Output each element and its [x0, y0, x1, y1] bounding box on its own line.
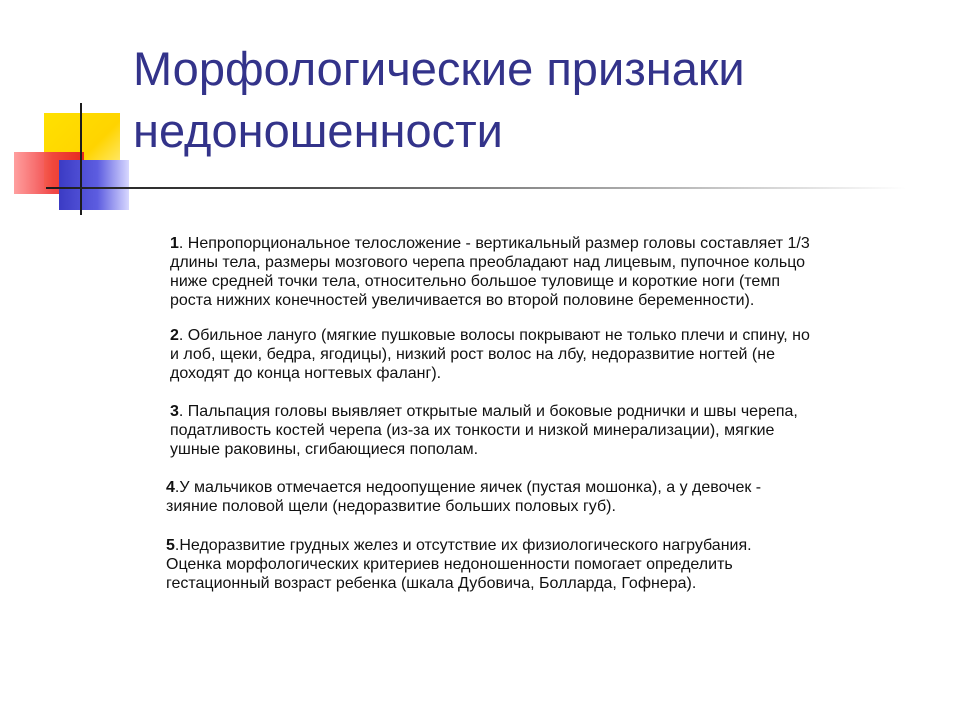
list-item-4: [166, 478, 936, 516]
list-item-text-line: длины тела, размеры мозгового черепа преобладают над лицевым, пупочное кольцо: [170, 254, 806, 271]
list-item-text-line: роста нижних конечностей увеличивается во второй половине беременности).: [170, 292, 755, 309]
slide-title-line-2: недоношенности: [133, 104, 503, 157]
list-item-text-line: податливость костей черепа (из-за их тонкости и низкой минерализации), мягкие: [170, 422, 775, 439]
list-item-separator: .: [174, 537, 180, 554]
list-item-5: [166, 536, 936, 593]
list-item-text-line: У мальчиков отмечается недоопущение яичек (пустая мошонка), а у девочек -: [179, 479, 762, 496]
list-item-text-line: Пальпация головы выявляет открытые малый и боковые роднички и швы черепа,: [187, 403, 798, 420]
list-item-number: 1: [170, 235, 179, 252]
list-item-number: 5: [166, 537, 175, 554]
list-item-3: [170, 402, 940, 459]
list-item-text-line: Оценка морфологических критериев недоношенности помогает определить: [166, 556, 733, 573]
list-item-text-line: ушные раковины, сгибающиеся пополам.: [170, 441, 479, 458]
list-item-text-line: Недоразвитие грудных желез и отсутствие их физиологического нагрубания.: [179, 537, 752, 554]
list-item-number: 3: [170, 403, 179, 420]
list-item-text-line: ниже средней точки тела, относительно большое туловище и короткие ноги (темп: [170, 273, 780, 290]
list-item-text-line: и лоб, щеки, бедра, ягодицы), низкий рост волос на лбу, недоразвитие ногтей (не: [170, 346, 775, 363]
list-item-number: 2: [170, 327, 179, 344]
list-item-text-line: Обильное лануго (мягкие пушковые волосы покрывают не только плечи и спину, но: [187, 327, 810, 344]
list-item-2: [170, 326, 940, 383]
list-item-text-line: гестационный возраст ребенка (шкала Дубовича, Болларда, Гофнера).: [166, 575, 697, 592]
list-item-text-line: зияние половой щели (недоразвитие больших половых губ).: [166, 498, 616, 515]
list-item-separator: .: [178, 327, 188, 344]
list-item-text-line: доходят до конца ногтевых фаланг).: [170, 365, 442, 382]
list-item-text-line: Непропорциональное телосложение - вертикальный размер головы составляет 1/3: [187, 235, 810, 252]
list-item-separator: .: [178, 403, 188, 420]
list-item-number: 4: [166, 479, 175, 496]
list-item-1: [170, 234, 940, 310]
slide-title-line-1: Морфологические признаки: [133, 42, 745, 95]
list-item-separator: .: [174, 479, 180, 496]
list-item-separator: .: [178, 235, 188, 252]
